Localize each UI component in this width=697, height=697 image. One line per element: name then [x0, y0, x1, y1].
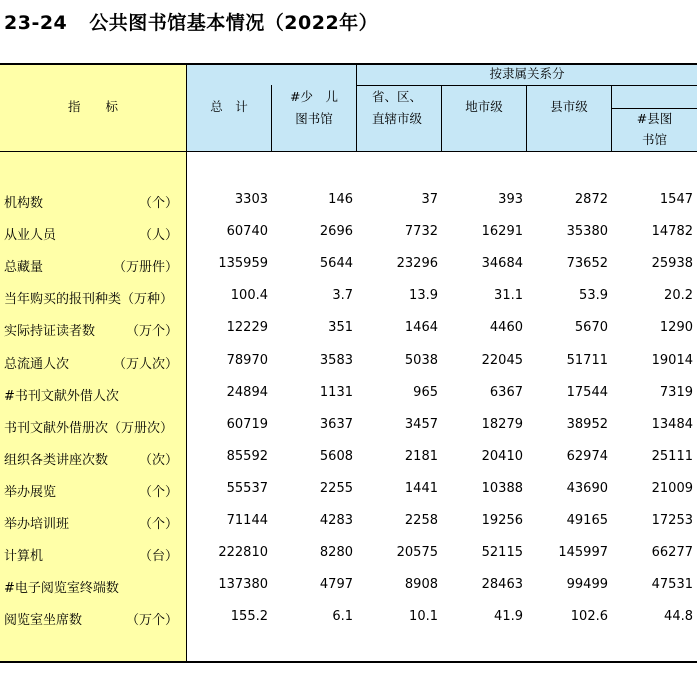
row-label: 阅览室坐席数 [4, 613, 83, 628]
table-cell: 49165 [566, 513, 608, 528]
row-label: 举办培训班 [4, 517, 70, 532]
table-cell: 99499 [566, 577, 608, 592]
table-cell: 78970 [226, 353, 268, 368]
table-cell: 4460 [489, 320, 523, 335]
table-cell: 38952 [566, 417, 608, 432]
table-cell: 1547 [659, 192, 693, 207]
table-cell: 21009 [651, 481, 693, 496]
table-cell: 73652 [566, 256, 608, 271]
header-prefecture: 地市级 [465, 99, 503, 114]
table-cell: 13.9 [409, 288, 438, 303]
table-cell: 222810 [218, 545, 268, 560]
table-cell: 66277 [651, 545, 693, 560]
row-unit: （万人次） [112, 357, 178, 372]
table-cell: 5644 [319, 256, 353, 271]
table-cell: 102.6 [570, 609, 608, 624]
table-cell: 85592 [226, 449, 268, 464]
header-children-1: #少 儿 [290, 89, 338, 104]
table-cell: 3583 [319, 353, 353, 368]
table-cell: 35380 [566, 224, 608, 239]
table-cell: 20575 [396, 545, 438, 560]
table-cell: 137380 [218, 577, 268, 592]
row-label: 计算机 [4, 549, 44, 564]
header-county-lib-2: 书馆 [641, 132, 667, 147]
table-cell: 146 [328, 192, 353, 207]
table-cell: 1464 [404, 320, 438, 335]
table-cell: 155.2 [230, 609, 268, 624]
header-county-lib-1: #县图 [636, 111, 673, 126]
table-cell: 19256 [481, 513, 523, 528]
table-cell: 34684 [481, 256, 523, 271]
table-title: 公共图书馆基本情况（2022年） [89, 12, 379, 34]
table-cell: 60740 [226, 224, 268, 239]
row-label: #书刊文献外借人次 [4, 389, 119, 404]
table-cell: 3637 [319, 417, 353, 432]
table-cell: 7732 [404, 224, 438, 239]
table-cell: 393 [498, 192, 523, 207]
table-cell: 31.1 [494, 288, 523, 303]
table-cell: 2255 [319, 481, 353, 496]
row-label: 当年购买的报刊种类（万种） [4, 292, 174, 307]
header-province-2: 直辖市级 [372, 111, 423, 126]
table-number: 23-24 [4, 12, 68, 34]
data-table [0, 63, 697, 663]
table-cell: 12229 [226, 320, 268, 335]
table-cell: 17253 [651, 513, 693, 528]
table-cell: 43690 [566, 481, 608, 496]
table-cell: 25938 [651, 256, 693, 271]
table-cell: 1131 [319, 385, 353, 400]
col-divider [526, 85, 527, 151]
header-children-2: 图书馆 [295, 111, 333, 126]
bottom-rule [0, 661, 697, 663]
table-cell: 351 [328, 320, 353, 335]
table-cell: 13484 [651, 417, 693, 432]
header-bottom-rule [0, 151, 697, 152]
table-cell: 2696 [319, 224, 353, 239]
table-cell: 2181 [404, 449, 438, 464]
row-label: 总藏量 [4, 260, 44, 275]
table-cell: 8908 [404, 577, 438, 592]
table-cell: 71144 [226, 513, 268, 528]
table-cell: 37 [421, 192, 438, 207]
header-affiliation: 按隶属关系分 [489, 66, 565, 81]
table-cell: 52115 [481, 545, 523, 560]
table-cell: 2258 [404, 513, 438, 528]
table-cell: 20410 [481, 449, 523, 464]
row-unit: （个） [138, 196, 178, 211]
row-unit: （台） [138, 549, 178, 564]
row-label: 组织各类讲座次数 [4, 453, 109, 468]
table-cell: 19014 [651, 353, 693, 368]
header-total: 总 计 [210, 99, 248, 114]
table-cell: 22045 [481, 353, 523, 368]
table-cell: 6.1 [332, 609, 353, 624]
indicator-divider [186, 63, 187, 663]
table-cell: 41.9 [494, 609, 523, 624]
row-label: 总流通人次 [4, 357, 70, 372]
table-cell: 5608 [319, 449, 353, 464]
table-cell: 23296 [396, 256, 438, 271]
table-cell: 10388 [481, 481, 523, 496]
row-label: 书刊文献外借册次（万册次） [4, 421, 174, 436]
table-cell: 4797 [319, 577, 353, 592]
table-cell: 51711 [566, 353, 608, 368]
row-label: 机构数 [4, 196, 44, 211]
table-cell: 20.2 [664, 288, 693, 303]
table-cell: 62974 [566, 449, 608, 464]
table-cell: 6367 [489, 385, 523, 400]
table-cell: 60719 [226, 417, 268, 432]
row-unit: （万个） [125, 324, 178, 339]
table-cell: 16291 [481, 224, 523, 239]
table-cell: 100.4 [230, 288, 268, 303]
row-unit: （个） [138, 485, 178, 500]
table-cell: 5038 [404, 353, 438, 368]
table-cell: 1441 [404, 481, 438, 496]
row-unit: （人） [138, 228, 178, 243]
table-cell: 3.7 [332, 288, 353, 303]
row-unit: （万册件） [112, 260, 178, 275]
row-unit: （个） [138, 517, 178, 532]
table-cell: 965 [413, 385, 438, 400]
table-cell: 44.8 [664, 609, 693, 624]
table-cell: 28463 [481, 577, 523, 592]
table-cell: 3457 [404, 417, 438, 432]
table-cell: 53.9 [579, 288, 608, 303]
table-cell: 7319 [659, 385, 693, 400]
row-label: 实际持证读者数 [4, 324, 96, 339]
header-county: 县市级 [550, 99, 588, 114]
table-cell: 2872 [574, 192, 608, 207]
header-indicator: 指 标 [67, 99, 118, 114]
row-label: #电子阅览室终端数 [4, 581, 119, 596]
table-cell: 1290 [659, 320, 693, 335]
table-cell: 17544 [566, 385, 608, 400]
table-cell: 4283 [319, 513, 353, 528]
row-unit: （次） [138, 453, 178, 468]
table-cell: 10.1 [409, 609, 438, 624]
table-cell: 55537 [226, 481, 268, 496]
row-label: 举办展览 [4, 485, 57, 500]
table-cell: 8280 [319, 545, 353, 560]
table-cell: 135959 [218, 256, 268, 271]
table-cell: 5670 [574, 320, 608, 335]
header-province-1: 省、区、 [372, 89, 423, 104]
table-cell: 3303 [234, 192, 268, 207]
table-cell: 18279 [481, 417, 523, 432]
row-unit: （万个） [125, 613, 178, 628]
table-cell: 14782 [651, 224, 693, 239]
table-cell: 145997 [558, 545, 608, 560]
table-cell: 24894 [226, 385, 268, 400]
table-cell: 25111 [651, 449, 693, 464]
table-cell: 47531 [651, 577, 693, 592]
page-title [4, 8, 378, 35]
row-label: 从业人员 [4, 228, 57, 243]
